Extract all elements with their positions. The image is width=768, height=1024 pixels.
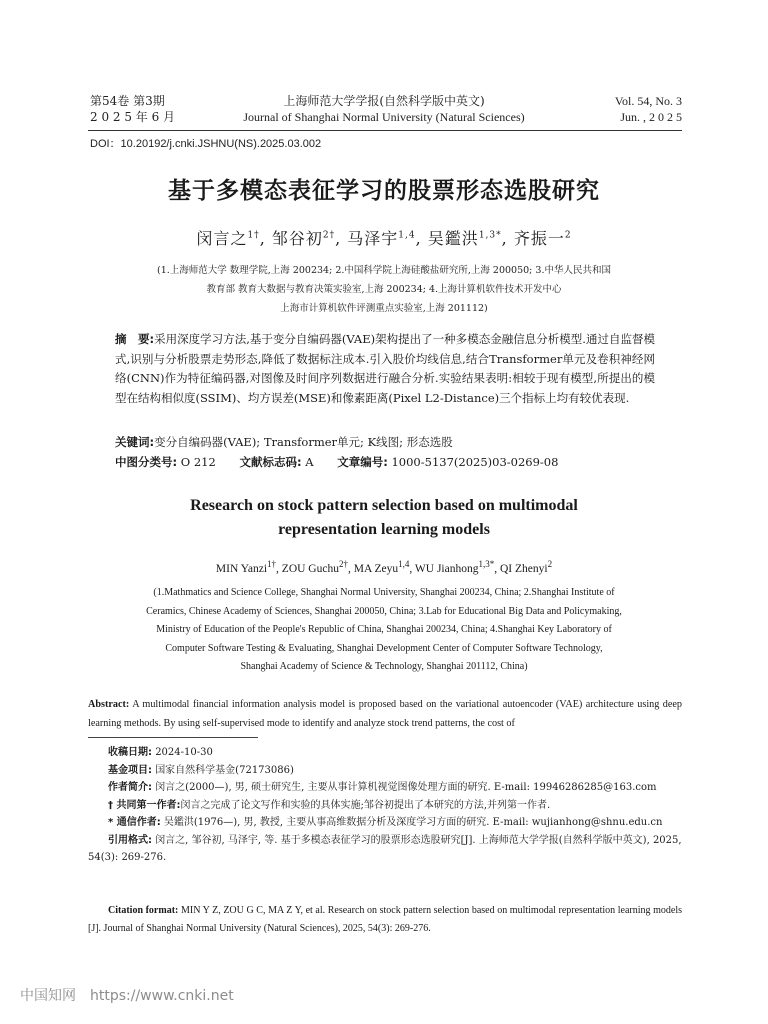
doi[interactable]: DOI：10.20192/j.cnki.JSHNU(NS).2025.03.002	[90, 138, 322, 150]
affiliation-line: 教育部 教育大数据与教育决策实验室,上海 200234; 4.上海计算机软件技术开发中心	[206, 284, 562, 295]
header-issue-en	[615, 93, 682, 125]
author-name: 吴鑑洪	[427, 229, 479, 248]
abstract-en-text: A multimodal financial information analysis model is proposed based on the variational autoencoder (VAE) architecture using deep learning methods. By using self-supervised mode to identify and analyze stock trend patterns, the cost of	[88, 699, 682, 729]
author-name-en: WU Jianhong	[414, 563, 479, 575]
author-list-en: MIN Yanzi$^{1\dagger}$, ZOU Guchu$^{2\dagger}$, MA Zeyu$^{1,4}$, WU Jianhong$^{1,3*}$, QI Zhenyi$^2$	[215, 559, 553, 575]
footnote-divider	[88, 737, 258, 738]
author-affil-mark: 1,4	[398, 230, 416, 241]
abstract-cn	[115, 330, 655, 408]
author-affil-mark: 1†	[247, 230, 260, 241]
header-date: 2 0 2 5 年 6 月	[90, 110, 176, 124]
author-affil-mark: 2	[547, 559, 553, 570]
author-name-en: ZOU Guchu	[281, 563, 339, 575]
clc-label: 中图分类号:	[115, 455, 178, 469]
header-divider	[88, 130, 682, 131]
author-affil-mark: 2	[564, 230, 572, 241]
footnote-value: 闵言之(2000—), 男, 硕士研究生, 主要从事计算机视觉图像处理方面的研究. E-mail: 19946286285@163.com	[155, 782, 657, 793]
doc-code-value: A	[305, 455, 314, 469]
footnote-cofirst	[88, 797, 682, 815]
header-volume: 第54卷 第3期	[90, 94, 165, 108]
author-affil-mark: 1,3*	[478, 230, 502, 241]
header-journal-en: Journal of Shanghai Normal University (Natural Sciences)	[243, 110, 525, 124]
article-number-value: 1000-5137(2025)03-0269-08	[391, 455, 559, 469]
affiliation-line-en: (1.Mathmatics and Science College, Shanghai Normal University, Shanghai 200234, China; 2.Shanghai Institute of	[153, 587, 615, 598]
clc-value: O 212	[180, 455, 216, 469]
footnote-value: 国家自然科学基金(72173086)	[155, 764, 294, 776]
header-volume-en: Vol. 54, No. 3	[614, 94, 682, 108]
footnote-label: 收稿日期:	[108, 747, 152, 758]
footnotes	[88, 744, 682, 867]
footnote-label: 基金项目:	[108, 764, 152, 776]
author-name: 邹谷初	[271, 229, 323, 248]
abstract-en	[88, 695, 682, 733]
keywords-label: 关键词:	[115, 435, 155, 449]
paper-title-cn: 基于多模态表征学习的股票形态选股研究	[168, 178, 600, 204]
footnote-value: 闵言之完成了论文写作和实验的具体实施;邹谷初提出了本研究的方法,并列第一作者.	[180, 799, 551, 811]
header-journal-cn: 上海师范大学学报(自然科学版中英文)	[283, 94, 485, 108]
footnote-citation-cn	[88, 832, 682, 867]
affiliation-line-en: Shanghai Academy of Science & Technology, Shanghai 201112, China)	[240, 661, 528, 672]
footnote-bio	[88, 779, 682, 797]
author-affil-mark: 2†	[322, 230, 336, 241]
footnote-value: 2024-10-30	[155, 747, 213, 758]
footnote-label: 引用格式:	[108, 834, 152, 846]
watermark-url[interactable]: https://www.cnki.net	[90, 988, 234, 1004]
doc-code-label: 文献标志码:	[239, 455, 302, 469]
title-en-line: Research on stock pattern selection based on multimodal	[190, 497, 578, 514]
author-name-en: QI Zhenyi	[499, 563, 548, 575]
author-affil-mark: 1,4	[398, 559, 410, 570]
keywords-text: 变分自编码器(VAE); Transformer单元; K线图; 形态选股	[154, 435, 453, 449]
article-number-label: 文章编号:	[337, 455, 388, 469]
affiliation-line: 上海市计算机软件评测重点实验室,上海 201112)	[280, 303, 488, 314]
footnote-fund	[88, 762, 682, 780]
affiliation-line-en: Computer Software Testing & Evaluating, Shanghai Development Center of Computer Software Technology,	[165, 642, 603, 654]
author-affil-mark: 1,3*	[478, 559, 495, 570]
abstract-label: 摘 要:	[115, 332, 155, 346]
abstract-en-label: Abstract:	[88, 699, 130, 710]
affiliations-en	[95, 584, 673, 677]
footnote-received	[88, 744, 682, 762]
author-affil-mark: 2†	[338, 559, 348, 570]
author-name-en: MIN Yanzi	[215, 563, 268, 575]
affiliation-line: (1.上海师范大学 数理学院,上海 200234; 2.中国科学院上海硅酸盐研究所,上海 200050; 3.中华人民共和国	[157, 265, 611, 276]
cnki-watermark	[20, 985, 234, 1005]
footnote-label: † 共同第一作者:	[108, 799, 181, 811]
author-list-cn: 闵言之$^{1\dagger}$, 邹谷初$^{2\dagger}$, 马泽宇$^{1,4}$, 吴鑑洪$^{1,3*}$, 齐振一$^2$	[196, 229, 572, 248]
classification-line	[115, 453, 675, 472]
citation-label: Citation format:	[108, 905, 179, 916]
footnote-label: 作者简介:	[108, 782, 152, 793]
author-name-en: MA Zeyu	[353, 563, 399, 575]
affiliation-line-en: Ceramics, Chinese Academy of Sciences, Shanghai 200050, China; 3.Lab for Educational Big Data and Policymaking,	[146, 605, 622, 617]
abstract-text: 采用深度学习方法,基于变分自编码器(VAE)架构提出了一种多模态金融信息分析模型.通过自监督模式,识别与分析股票走势形态,降低了数据标注成本.引入股价均线信息,结合Transformer单元及卷积神经网络(CNN)作为特征编码器,对图像及时间序列数据进行融合分析.实验结果表明:相较于现有模型,所提出的模型在结构相似度(SSIM)、均方误差(MSE)和像素距离(Pixel L2-Distance)三个指标上均有较优表现.	[115, 332, 655, 405]
author-name: 马泽宇	[347, 229, 399, 248]
watermark-logo-text: 中国知网	[20, 988, 76, 1004]
title-en-line: representation learning models	[278, 521, 490, 538]
paper-title-en	[0, 494, 768, 542]
affiliation-line-en: Ministry of Education of the People's Republic of China, Shanghai 200234, China; 4.Shanghai Key Laboratory of	[156, 624, 612, 635]
keywords-cn	[115, 433, 655, 452]
footnote-value: 闵言之, 邹谷初, 马泽宇, 等. 基于多模态表征学习的股票形态选股研究[J]. 上海师范大学学报(自然科学版中英文), 2025, 54(3): 269-276.	[88, 834, 682, 863]
footnote-corresponding	[88, 814, 682, 832]
author-name: 闵言之	[196, 229, 248, 248]
footnote-label: * 通信作者:	[108, 817, 161, 828]
affiliations-cn	[100, 261, 668, 318]
header-date-en: Jun. , 2 0 2 5	[620, 110, 682, 124]
citation-text: MIN Y Z, ZOU G C, MA Z Y, et al. Research on stock pattern selection based on multimodal representation learning models [J]. Journal of Shanghai Normal University (Natural Sciences), 2025, 54(3): 269-276.	[88, 905, 683, 934]
author-affil-mark: 1†	[267, 559, 277, 570]
citation-format-en	[88, 902, 682, 938]
author-name: 齐振一	[513, 229, 565, 248]
footnote-value: 吴鑑洪(1976—), 男, 教授, 主要从事高维数据分析及深度学习方面的研究. E-mail: wujianhong@shnu.edu.cn	[163, 817, 663, 828]
